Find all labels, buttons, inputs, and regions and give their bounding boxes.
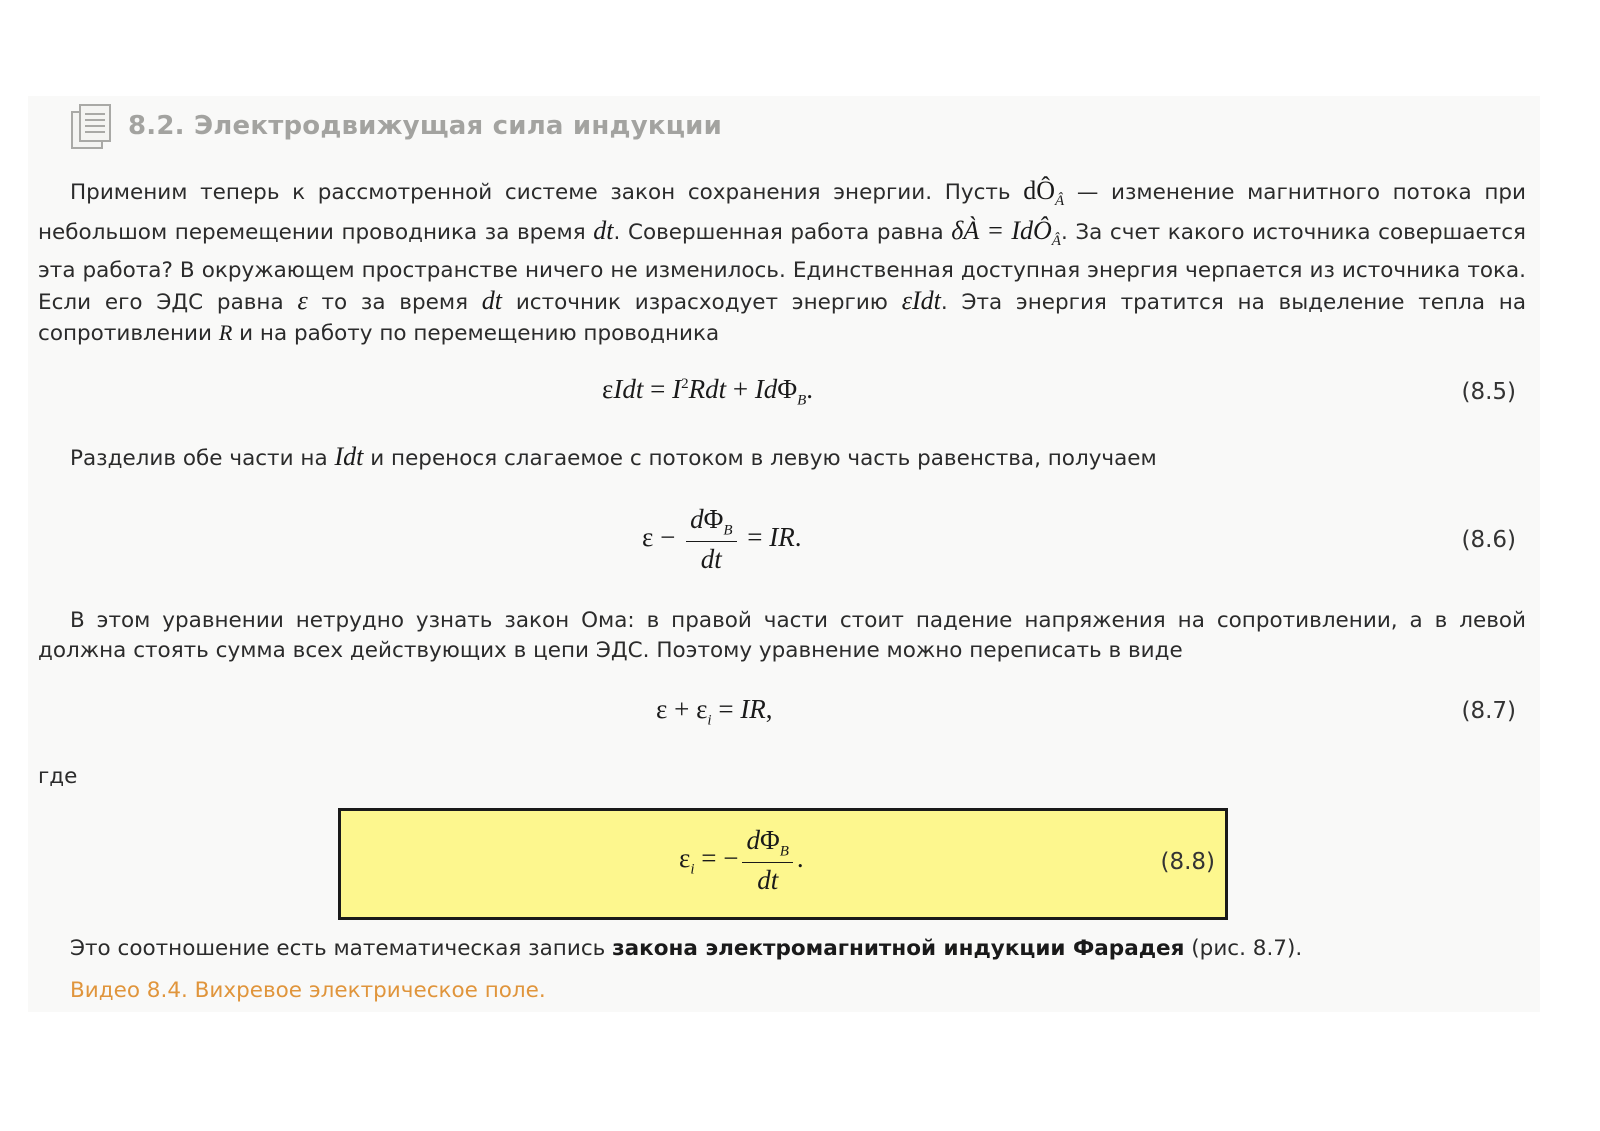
paragraph-faraday — [38, 934, 1526, 964]
section-heading — [70, 102, 722, 150]
formula-8-7: $\varepsilon + \varepsilon_i$ = IR, — [656, 694, 773, 729]
paragraph-divide — [38, 442, 1526, 474]
formula-8-5: $\varepsilon Idt = I^2Rdt + Id\Phi_B$. — [602, 374, 813, 409]
faraday-law-term: закона электромагнитной индукции Фарадея — [612, 936, 1185, 961]
fraction: $\frac{d\Phi_B}{dt}$ — [686, 504, 736, 575]
fraction: $\frac{d\Phi_B}{dt}$ — [742, 825, 792, 896]
equation-number: (8.8) — [1160, 849, 1215, 875]
math-resistance: R — [218, 320, 233, 346]
math-work: δÀ = IdÔ$_Â$ — [951, 216, 1061, 250]
text: Это соотношение есть математическая запись — [70, 936, 606, 961]
text: Применим теперь к рассмотренной системе закон сохранения энергии. Пусть — [70, 180, 1011, 205]
math-dphi: $dÔ_Â$ — [1023, 176, 1065, 210]
text: и перенося слагаемое с потоком в левую часть равенства, получаем — [370, 446, 1157, 471]
text: . Эта энергия тратится на выделение тепла на сопротивлении — [38, 290, 1526, 347]
text: и на работу по перемещению проводника — [239, 321, 720, 347]
math-energy: εIdt — [901, 286, 941, 316]
text-where: где — [38, 764, 78, 789]
text: . За счет какого источника совершается эта работа? В окружающем пространстве ничего не изменилось. Единственная доступная энергия черпается из источника тока. Если его ЭДС равна — [38, 220, 1526, 316]
equation-number: (8.5) — [1461, 379, 1516, 405]
text: Разделив обе части на — [70, 446, 328, 471]
math-emf: ε — [297, 286, 308, 316]
text: то за время — [321, 290, 469, 316]
text: — изменение магнитного потока при небольшом перемещении проводника за время — [38, 180, 1526, 246]
math-dt: dt — [593, 216, 614, 246]
equation-number: (8.7) — [1461, 698, 1516, 724]
section-title: 8.2. Электродвижущая сила индукции — [128, 111, 723, 141]
text: . Совершенная работа равна — [613, 220, 944, 246]
math-dt: dt — [481, 286, 503, 316]
paragraph-energy-conservation — [38, 176, 1526, 349]
text: В этом уравнении нетрудно узнать закон Ома: в правой части стоит падение напряжения на сопротивлении, а в левой должна стоять сумма всех действующих в цепи ЭДС. Поэтому уравнение можно переписать в виде — [38, 608, 1526, 663]
equation-number: (8.6) — [1461, 527, 1516, 553]
document-icon — [70, 102, 116, 150]
formula-8-8: $\varepsilon_i$ = − $\frac{d\Phi_B}{dt}$ . — [679, 825, 804, 896]
highlighted-equation-box — [338, 808, 1228, 920]
video-link[interactable]: Видео 8.4. Вихревое электрическое поле. — [70, 978, 546, 1003]
text: источник израсходует энергию — [515, 290, 888, 316]
content-page — [28, 96, 1540, 1012]
math-idt: Idt — [334, 442, 364, 471]
formula-8-6: ε − $\frac{d\Phi_B}{dt}$ = IR. — [642, 504, 802, 575]
text: (рис. 8.7). — [1191, 936, 1303, 961]
paragraph-ohm-law — [38, 606, 1526, 666]
